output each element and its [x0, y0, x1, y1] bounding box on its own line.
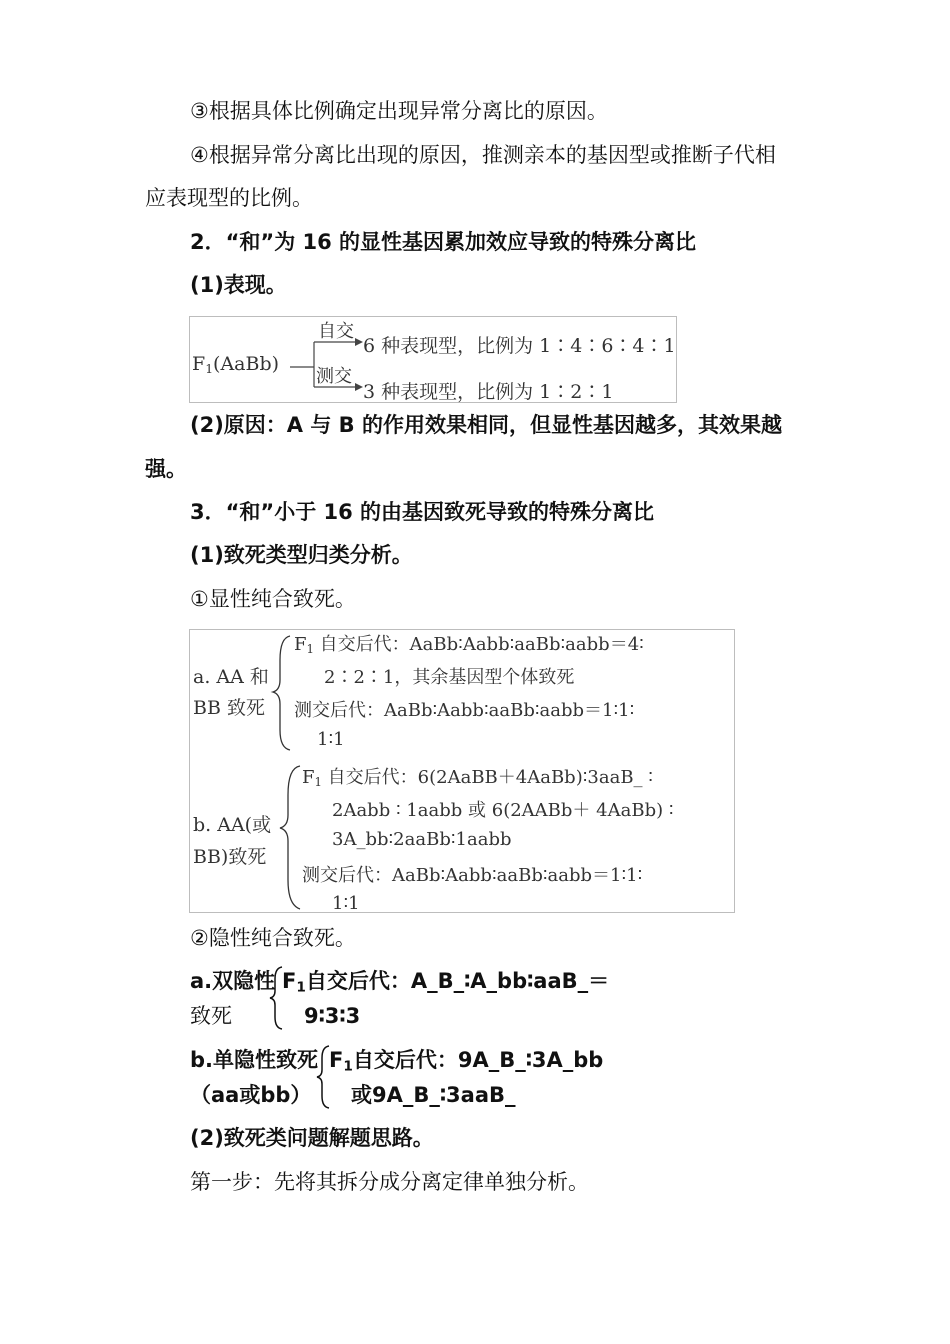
- f1-genotype: $F_1(AaBb)$: [192, 353, 280, 377]
- case-b-line: 3A_bb∶2aaBb∶1aabb: [332, 829, 512, 850]
- case-a-label: BB 致死: [193, 697, 265, 719]
- subsection-heading: (1)致死类型归类分析。: [190, 543, 413, 567]
- case-b-label: b. AA(或: [193, 814, 272, 836]
- recessive-b-label: b.单隐性致死: [190, 1048, 319, 1072]
- subsection-heading: (1)表现。: [190, 273, 287, 297]
- recessive-a-label: 致死: [190, 1004, 232, 1028]
- case-b-line: 1∶1: [332, 893, 360, 914]
- text-line: ②隐性纯合致死。: [190, 926, 356, 950]
- case-b-line: $F_1$ 自交后代：6(2AaBB＋4AaBb)∶3aaB_ ∶: [302, 767, 653, 789]
- recessive-b-label: （aa或bb）: [190, 1083, 312, 1107]
- text-line: ①显性纯合致死。: [190, 587, 356, 611]
- selfing-result: 6 种表现型，比例为 1∶4∶6∶4∶1: [363, 335, 676, 357]
- phenotype-diagram: [189, 316, 677, 403]
- case-b-line: 2Aabb ∶ 1aabb 或 6(2AABb＋ 4AaBb) ∶: [332, 800, 674, 821]
- recessive-b-text: 或9A_B_∶3aaB_: [351, 1083, 516, 1107]
- selfing-label: 自交: [318, 321, 354, 342]
- case-b-line: 测交后代：AaBb∶Aabb∶aaBb∶aabb＝1∶1∶: [302, 865, 643, 886]
- recessive-a-text: $F_1$自交后代：A_B_∶A_bb∶aaB_＝: [282, 969, 610, 996]
- case-a-line: 1∶1: [317, 729, 345, 750]
- recessive-a-label: a.双隐性: [190, 969, 276, 993]
- case-b-label: BB)致死: [193, 846, 267, 868]
- case-a-label: a. AA 和: [193, 666, 269, 688]
- case-a-line: 测交后代：AaBb∶Aabb∶aaBb∶aabb＝1∶1∶: [294, 700, 635, 721]
- text-line: ③根据具体比例确定出现异常分离比的原因。: [190, 99, 608, 123]
- recessive-b-text: $F_1$自交后代：9A_B_∶3A_bb: [329, 1048, 604, 1075]
- text-line: 第一步：先将其拆分成分离定律单独分析。: [190, 1170, 589, 1194]
- subsection-heading: (2)致死类问题解题思路。: [190, 1126, 434, 1150]
- text-line: 应表现型的比例。: [145, 186, 313, 210]
- case-a-line: 2∶2∶1，其余基因型个体致死: [324, 667, 575, 688]
- case-a-line: $F_1$ 自交后代：AaBb∶Aabb∶aaBb∶aabb＝4∶: [294, 634, 644, 656]
- section-heading: 3．“和”小于 16 的由基因致死导致的特殊分离比: [190, 500, 655, 524]
- text-line: ④根据异常分离比出现的原因，推测亲本的基因型或推断子代相: [190, 143, 776, 167]
- testcross-label: 测交: [316, 366, 352, 387]
- section-heading: 2．“和”为 16 的显性基因累加效应导致的特殊分离比: [190, 230, 697, 254]
- text-line: (2)原因：A 与 B 的作用效果相同，但显性基因越多，其效果越: [190, 413, 782, 437]
- recessive-a-text: 9∶3∶3: [304, 1004, 361, 1028]
- dominant-lethal-diagram: [189, 629, 735, 913]
- text-line: 强。: [145, 457, 187, 481]
- testcross-result: 3 种表现型，比例为 1∶2∶1: [363, 381, 614, 403]
